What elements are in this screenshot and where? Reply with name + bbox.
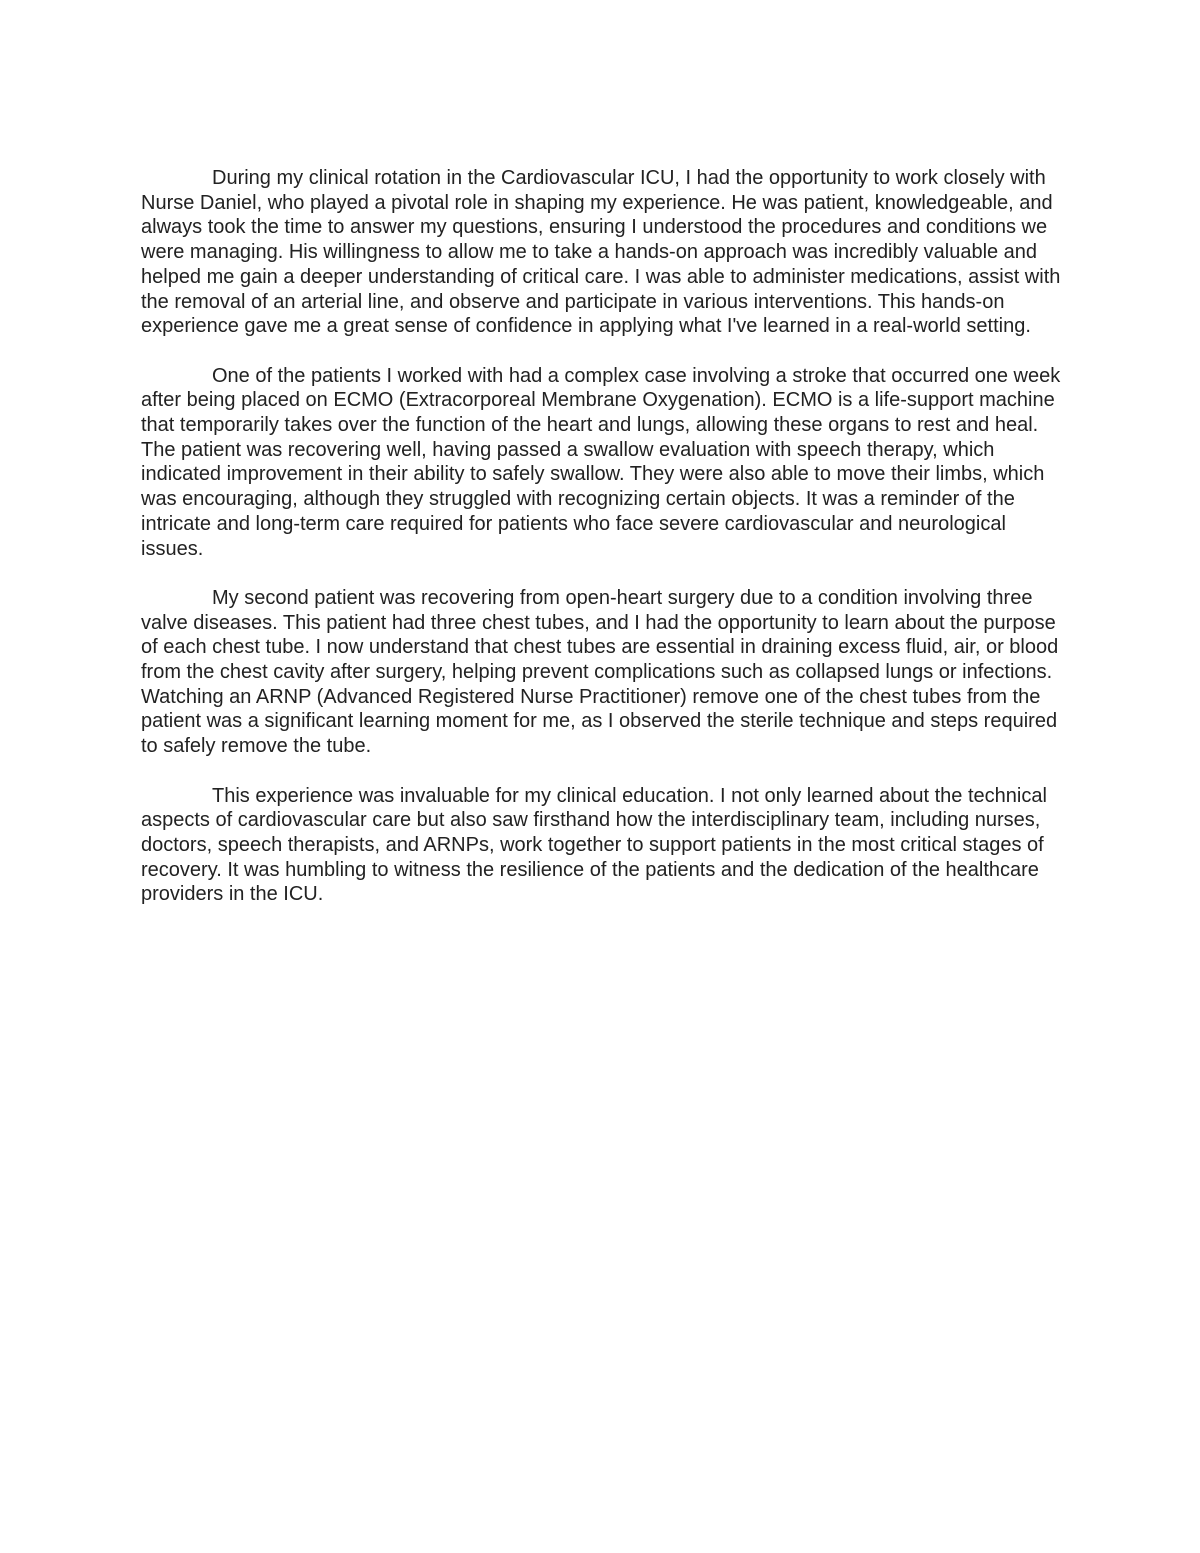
paragraph-4: This experience was invaluable for my clinical education. I not only learned about the technical aspects of cardiovascular care but also saw firsthand how the interdisciplinary team, including nurses, doctors, speech therapists, and ARNPs, work together to support patients in the most critical stages of recovery. It was humbling to witness the resilience of the patients and the dedication of the healthcare providers in the ICU. — [141, 784, 1047, 906]
paragraph-2: One of the patients I worked with had a complex case involving a stroke that occurred one week after being placed on ECMO (Extracorporeal Membrane Oxygenation). ECMO is a life-support machine that temporarily takes over the function of the heart and lungs, allowing these organs to rest and heal. The patient was recovering well, having passed a swallow evaluation with speech therapy, which indicated improvement in their ability to safely swallow. They were also able to move their limbs, which was encouraging, although they struggled with recognizing certain objects. It was a reminder of the intricate and long-term care required for patients who face severe cardiovascular and neurological issues. — [141, 364, 1061, 560]
paragraph-1: During my clinical rotation in the Cardiovascular ICU, I had the opportunity to work closely with Nurse Daniel, who played a pivotal role in shaping my experience. He was patient, knowledgeable, and always took the time to answer my questions, ensuring I understood the procedures and conditions we were managing. His willingness to allow me to take a hands-on approach was incredibly valuable and helped me gain a deeper understanding of critical care. I was able to administer medications, assist with the removal of an arterial line, and observe and participate in various interventions. This hands-on experience gave me a great sense of confidence in applying what I've learned in a real-world setting. — [141, 167, 1061, 338]
document-body — [141, 166, 1061, 932]
paragraph-3: My second patient was recovering from open-heart surgery due to a condition involving three valve diseases. This patient had three chest tubes, and I had the opportunity to learn about the purpose of each chest tube. I now understand that chest tubes are essential in draining excess fluid, air, or blood from the chest cavity after surgery, helping prevent complications such as collapsed lungs or infections. Watching an ARNP (Advanced Registered Nurse Practitioner) remove one of the chest tubes from the patient was a significant learning moment for me, as I observed the sterile technique and steps required to safely remove the tube. — [141, 586, 1059, 758]
